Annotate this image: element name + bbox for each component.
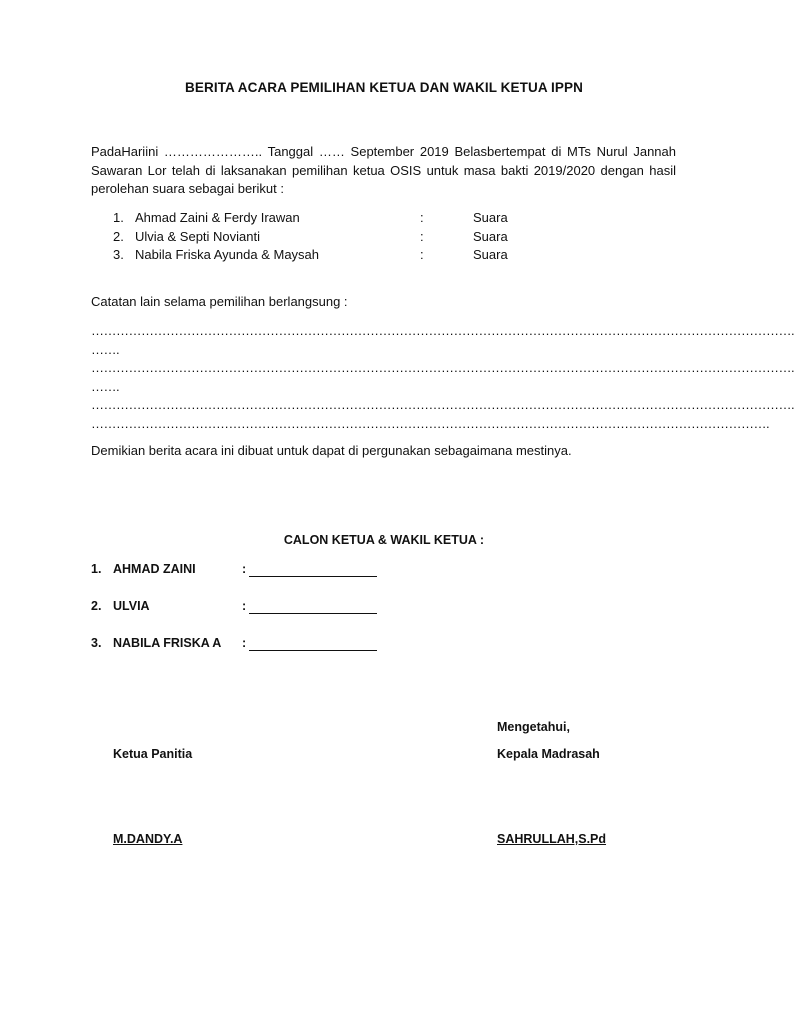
signature-line — [249, 613, 377, 614]
candidate-colon: : — [420, 247, 424, 262]
ketua-panitia-name: M.DANDY.A — [113, 832, 183, 846]
closing-statement: Demikian berita acara ini dibuat untuk dapat di pergunakan sebagaimana mestinya. — [91, 443, 572, 458]
candidate-number: 2. — [113, 228, 124, 244]
signature-line — [249, 576, 377, 577]
signature-colon: : — [242, 599, 247, 613]
signature-colon: : — [242, 636, 247, 650]
signature-number: 3. — [91, 636, 102, 650]
candidate-colon: : — [420, 210, 424, 225]
document-title: BERITA ACARA PEMILIHAN KETUA DAN WAKIL KETUA IPPN — [185, 80, 583, 95]
candidate-colon: : — [420, 228, 424, 244]
notes-dotted-lines — [91, 322, 794, 433]
dotted-line: ………………………………………………………………………………………………………………………………………………. — [91, 415, 770, 431]
candidate-number: 3. — [113, 247, 124, 262]
signature-row — [91, 562, 411, 599]
signature-colon: : — [242, 562, 247, 576]
signature-row — [91, 636, 411, 673]
candidate-signature-list — [91, 562, 411, 673]
signature-row — [91, 599, 411, 636]
ketua-panitia-label: Ketua Panitia — [113, 747, 193, 761]
candidate-name: Nabila Friska Ayunda & Maysah — [135, 247, 320, 262]
dotted-line: ……………………………………………………………………………………………………………………………………………………. — [91, 360, 794, 375]
candidate-suara-label: Suara — [473, 210, 508, 225]
candidate-row — [113, 209, 533, 228]
signature-name: NABILA FRISKA A — [113, 636, 222, 650]
candidate-name: Ulvia & Septi Novianti — [135, 228, 260, 244]
signature-name: ULVIA — [113, 599, 150, 613]
candidates-signature-title: CALON KETUA & WAKIL KETUA : — [283, 533, 485, 547]
dotted-line: ……. — [91, 378, 120, 394]
signature-number: 1. — [91, 562, 102, 576]
signature-line — [249, 650, 377, 651]
candidate-name: Ahmad Zaini & Ferdy Irawan — [135, 210, 300, 225]
candidate-suara-label: Suara — [473, 228, 508, 244]
kepala-madrasah-name: SAHRULLAH,S.Pd — [497, 832, 607, 846]
candidate-row — [113, 228, 533, 247]
dotted-line: ……………………………………………………………………………………………………………………………………………………. — [91, 323, 794, 338]
dotted-line: ……. — [91, 341, 120, 357]
mengetahui-label: Mengetahui, — [497, 720, 570, 734]
candidate-number: 1. — [113, 210, 124, 225]
notes-label: Catatan lain selama pemilihan berlangsung : — [91, 294, 348, 309]
kepala-madrasah-label: Kepala Madrasah — [497, 747, 600, 761]
dotted-line: ……………………………………………………………………………………………………………………………………………………. — [91, 397, 794, 412]
signature-name: AHMAD ZAINI — [113, 562, 196, 576]
candidate-row — [113, 246, 533, 265]
signature-number: 2. — [91, 599, 102, 613]
candidate-suara-label: Suara — [473, 247, 508, 262]
candidate-vote-list — [113, 209, 533, 265]
intro-paragraph: PadaHariini ………………….. Tanggal …… September 2019 Belasbertempat di MTs Nurul Jannah Sawaran Lor telah di laksanakan pemilihan ketua OSIS untuk masa bakti 2019/2020 dengan hasil perolehan suara sebagai berikut : — [91, 144, 676, 196]
